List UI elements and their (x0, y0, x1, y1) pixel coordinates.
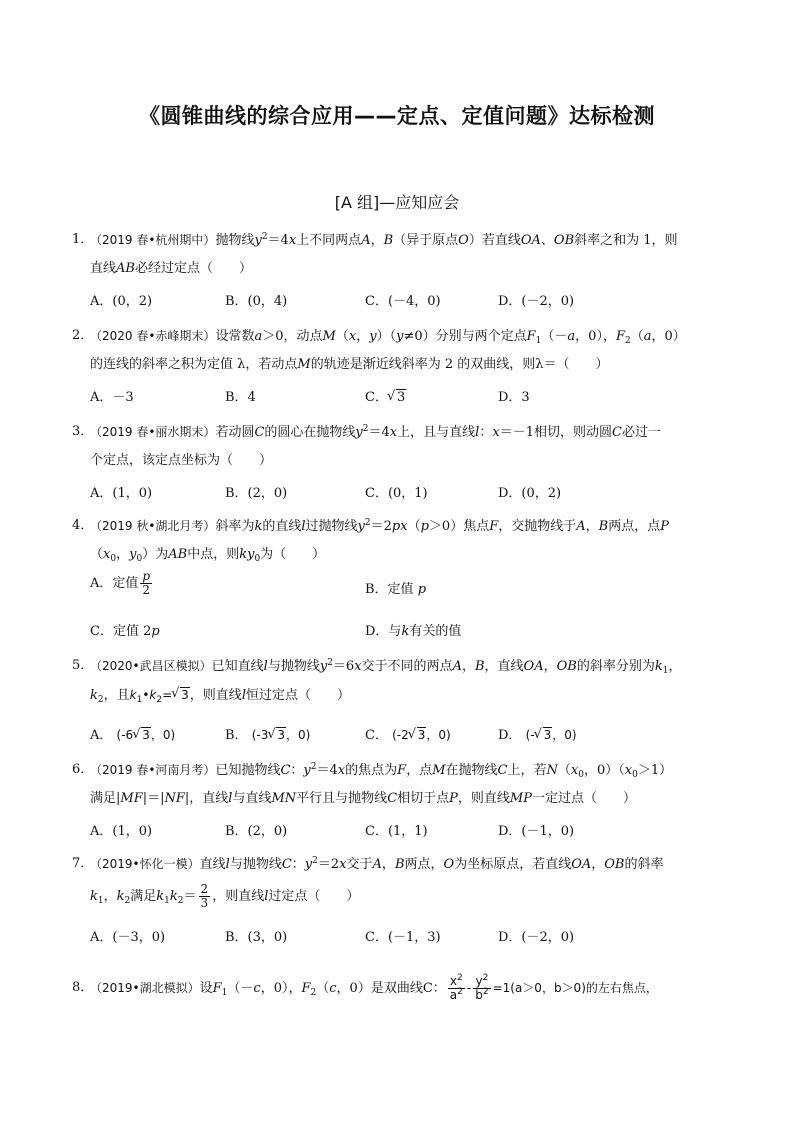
question-1: 1． （2019 春•杭州期中）抛物线$y^2=4x$上不同两点A，B（异于原点O）若直线OA、OB斜率之和为 1，则 直线AB必经过定点（ ） (72, 232, 678, 276)
option-a: A．定值 $\frac{p}{2}$ (90, 569, 151, 597)
option-d: D．(－1，0) (498, 824, 575, 839)
option-b: B．(2，0) (225, 824, 288, 839)
option-d: D．(－2，0) (498, 294, 575, 309)
option-a: A．(－3，0) (90, 930, 166, 945)
option-a: A．(0，2) (90, 294, 153, 309)
option-b: B．(0，4) (225, 294, 288, 309)
option-a: A．(1，0) (90, 486, 153, 501)
option-c: C． (-2√ 3，0) (365, 724, 451, 743)
option-d: D．与k有关的值 (365, 624, 462, 639)
option-c: C．(－4，0) (365, 294, 441, 309)
question-5: 5． （2020•武昌区模拟）已知直线l与抛物线$y^2=6x$交于不同的两点A，B，直线OA，OB的斜率分别为$k_1$， $k_2$，且$k_1•k_2=√$ 3，则直线l恒过定点（ ） (72, 652, 732, 710)
option-d: D． (-√ 3，0) (498, 724, 577, 743)
question-2-options (90, 386, 730, 410)
page-title: 《圆锥曲线的综合应用——定点、定值问题》达标检测 (139, 104, 655, 128)
option-b: B．(2，0) (225, 486, 288, 501)
question-2: 2． （2020 春•赤峰期末）设常数a＞0，动点M（x，y）（y≠0）分别与两个定点$F_1(-a$，0），$F_2(a$，0） 的连线的斜率之积为定值 λ，若动点M的轨迹是渐近线斜率为 2 的双曲线，则λ＝（ ） (72, 328, 686, 372)
option-b: B．(3，0) (225, 930, 288, 945)
option-c: C．(－1，3) (365, 930, 441, 945)
question-1-options (90, 290, 730, 314)
question-4-options-row2 (90, 620, 730, 644)
option-d: D．(－2，0) (498, 930, 575, 945)
question-4-options-row1 (90, 569, 730, 602)
question-3-options (90, 482, 730, 506)
option-d: D．(0，2) (498, 486, 562, 501)
option-a: A． (-6√ 3，0) (90, 724, 175, 743)
question-7-options (90, 926, 730, 950)
question-8: 8． （2019•湖北模拟）设$F_1(-c$，0），$F_2(c$，0）是双曲线C： $\frac{x^2}{a^2}$ - $\frac{y^2}{b^2}$ =1(a＞0，b＞0)的左右焦点， (72, 973, 658, 1002)
question-4: 4． （2019 秋•湖北月考）斜率为k的直线l过抛物线$y^2=2px(p>0)$焦点F，交抛物线于A，B两点，点P （$x_0$，$y_0$）为AB中点，则$ky_0$为（ ） (72, 518, 669, 564)
question-6: 6． （2019 春•河南月考）已知抛物线C：$y^2=4x$的焦点为F，点M在抛物线C上，若$N(x_0$，$0)(x_0>1)$ 满足|MF|＝|NF|，直线l与直线MN平行且与抛物线C相切于点P，则直线MP一定过点（ ） (72, 762, 673, 806)
question-6-options (90, 820, 730, 844)
option-b: B．4 (225, 390, 256, 405)
question-3: 3． （2019 春•丽水期末）若动圆C的圆心在抛物线$y^2=4x$上，且与直线l：x＝－1相切，则动圆C必过一 个定点，该定点坐标为（ ） (72, 424, 661, 468)
section-heading: [A 组]—应知应会 (334, 193, 460, 212)
option-a: A．－3 (90, 390, 134, 405)
option-c: C．(0，1) (365, 486, 428, 501)
option-b: B．定值 p (365, 582, 427, 597)
option-a: A．(1，0) (90, 824, 153, 839)
option-b: B． (-3√ 3，0) (225, 724, 310, 743)
question-7: 7． （2019•怀化一模）直线l与抛物线C：$y^2=2x$交于A，B两点，O为坐标原点，若直线OA，OB的斜率 $k_1$，$k_2$满足$k_1k_2=$ $\frac{2}{3}$ ，则直线l过定点（ ） (72, 856, 664, 910)
option-c: C．√ 3 (365, 386, 406, 405)
question-5-options (90, 724, 730, 748)
option-c: C．定值 2p (90, 624, 160, 639)
option-c: C．(1，1) (365, 824, 428, 839)
option-d: D．3 (498, 390, 530, 405)
